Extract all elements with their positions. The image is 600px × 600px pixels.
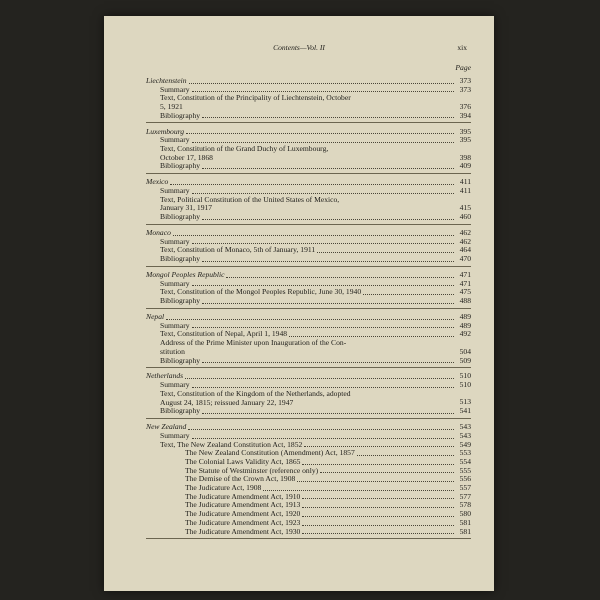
- toc-entry-text: Bibliography: [160, 296, 201, 306]
- dot-leader: [202, 413, 454, 414]
- toc-entry-text: Summary: [160, 185, 190, 195]
- country-name: Liechtenstein: [146, 75, 187, 85]
- section-divider: [146, 367, 471, 368]
- toc-entry-text: Summary: [160, 278, 190, 288]
- toc-subentry-text: The Judicature Amendment Act, 1920: [185, 509, 301, 519]
- toc-subentry-text: The New Zealand Constitution (Amendment) Act, 1857: [185, 448, 355, 458]
- toc-entry-page: 411: [459, 185, 471, 195]
- dot-leader: [166, 319, 454, 320]
- toc-subentry-text: The Statute of Westminster (reference only): [185, 465, 319, 475]
- section-divider: [146, 122, 471, 123]
- dot-leader: [202, 362, 454, 363]
- toc-entry-multiline: [146, 196, 471, 213]
- toc-entry-page: 471: [459, 278, 471, 288]
- toc-entry-text: [160, 145, 456, 162]
- dot-leader: [289, 336, 454, 337]
- dot-leader: [302, 507, 454, 508]
- toc-subentry-page: 554: [459, 456, 471, 466]
- toc-entry-page: 510: [459, 380, 471, 390]
- section-divider: [146, 224, 471, 225]
- dot-leader: [263, 490, 454, 491]
- toc-entry-page: 513: [459, 397, 471, 407]
- country-page: 411: [459, 177, 471, 187]
- toc-subentry: [146, 528, 471, 537]
- toc-entry-text: Summary: [160, 236, 190, 246]
- toc-section: [146, 229, 471, 267]
- toc-entry-page: 415: [459, 203, 471, 213]
- book-page: [104, 16, 494, 591]
- toc-subentry-page: 581: [459, 517, 471, 527]
- toc-section: [146, 128, 471, 175]
- toc-entry-lastline: [160, 152, 456, 163]
- toc-entry-text: Text, Constitution of Monaco, 5th of January, 1911: [160, 245, 316, 255]
- toc-entry-line: stitution: [160, 346, 185, 356]
- toc-entry-text: Bibliography: [160, 161, 201, 171]
- page-column-label: Page: [455, 63, 471, 72]
- dot-leader: [363, 294, 454, 295]
- toc-entry-text: [160, 94, 456, 111]
- country-heading: [146, 77, 471, 86]
- country-heading: [146, 229, 471, 238]
- country-name: Nepal: [146, 311, 165, 321]
- toc-entry-page: 376: [459, 101, 471, 111]
- country-heading: [146, 372, 471, 381]
- toc-entry-page: 460: [459, 212, 471, 222]
- toc-entry-line: August 24, 1815; reissued January 22, 1947: [160, 397, 294, 407]
- toc-entry-multiline: [146, 339, 471, 356]
- toc-entry-lastline: [160, 101, 456, 112]
- toc-entry-page: 504: [459, 346, 471, 356]
- toc-subentry-text: The Demise of the Crown Act, 1908: [185, 474, 296, 484]
- toc-subentry-text: The Judicature Amendment Act, 1913: [185, 500, 301, 510]
- dot-leader: [192, 387, 454, 388]
- toc-subentry-page: 555: [459, 465, 471, 475]
- toc-entry-multiline: [146, 94, 471, 111]
- toc-entry: [146, 213, 471, 222]
- toc-entry-page: 543: [459, 430, 471, 440]
- toc-entry-line: Text, Political Constitution of the United States of Mexico,: [160, 194, 340, 204]
- toc-entry-page: 549: [459, 439, 471, 449]
- dot-leader: [302, 516, 454, 517]
- dot-leader: [297, 481, 454, 482]
- dot-leader: [304, 446, 454, 447]
- toc-entry-line: Text, Constitution of the Principality of Liechtenstein, October: [160, 93, 351, 103]
- dot-leader: [202, 261, 454, 262]
- running-head: [104, 43, 494, 55]
- toc-entry-text: Summary: [160, 84, 190, 94]
- toc-entry-line: 5, 1921: [160, 101, 183, 111]
- toc-entry-page: 464: [459, 245, 471, 255]
- dot-leader: [192, 193, 454, 194]
- toc-subentry-page: 557: [459, 483, 471, 493]
- country-heading: [146, 271, 471, 280]
- toc-entry-line: January 31, 1917: [160, 203, 213, 213]
- country-page: 489: [459, 311, 471, 321]
- toc-entry-line: October 17, 1868: [160, 152, 213, 162]
- toc-entry-text: [160, 196, 456, 213]
- dot-leader: [192, 285, 454, 286]
- toc-entry-line: Text, Constitution of the Kingdom of the Netherlands, adopted: [160, 388, 351, 398]
- dot-leader: [192, 243, 454, 244]
- section-divider: [146, 266, 471, 267]
- dot-leader: [302, 525, 454, 526]
- toc-entry-text: Text, Constitution of the Mongol Peoples Republic, June 30, 1940: [160, 287, 362, 297]
- dot-leader: [189, 83, 455, 84]
- toc-entry-page: 394: [459, 110, 471, 120]
- country-page: 543: [459, 422, 471, 432]
- country-heading: [146, 423, 471, 432]
- dot-leader: [320, 472, 454, 473]
- section-divider: [146, 418, 471, 419]
- toc-section: [146, 423, 471, 539]
- toc-entry: [146, 255, 471, 264]
- running-head-title: Contents—Vol. II: [273, 43, 325, 52]
- country-name: Netherlands: [146, 371, 184, 381]
- toc-subentry-text: The Judicature Act, 1908: [185, 483, 262, 493]
- country-heading: [146, 313, 471, 322]
- toc-entry-text: Summary: [160, 320, 190, 330]
- country-page: 471: [459, 269, 471, 279]
- toc-entry-text: Summary: [160, 380, 190, 390]
- toc-entry-page: 470: [459, 254, 471, 264]
- toc-entry-line: Address of the Prime Minister upon Inauguration of the Con-: [160, 338, 347, 348]
- country-name: Monaco: [146, 227, 171, 237]
- toc-section: [146, 271, 471, 309]
- country-heading: [146, 178, 471, 187]
- toc-subentry-page: 578: [459, 500, 471, 510]
- dot-leader: [357, 455, 454, 456]
- toc-entry: [146, 162, 471, 171]
- toc-entry-lastline: [160, 397, 456, 408]
- section-divider: [146, 538, 471, 539]
- dot-leader: [302, 464, 454, 465]
- toc-entry-page: 509: [459, 355, 471, 365]
- toc-entry-text: Bibliography: [160, 254, 201, 264]
- toc-entry-text: Bibliography: [160, 212, 201, 222]
- toc-subentry-page: 553: [459, 448, 471, 458]
- dot-leader: [226, 277, 454, 278]
- toc-section: [146, 313, 471, 368]
- table-of-contents: [146, 64, 471, 539]
- toc-entry-page: 492: [459, 329, 471, 339]
- country-name: New Zealand: [146, 422, 187, 432]
- toc-entry: [146, 407, 471, 416]
- toc-entry-page: 373: [459, 84, 471, 94]
- dot-leader: [202, 303, 454, 304]
- country-page: 462: [459, 227, 471, 237]
- toc-entry-page: 398: [459, 152, 471, 162]
- dot-leader: [202, 168, 454, 169]
- toc-subentry-page: 580: [459, 509, 471, 519]
- toc-entry: [146, 357, 471, 366]
- toc-entry-lastline: [160, 346, 456, 357]
- dot-leader: [202, 117, 454, 118]
- toc-entry-lastline: [160, 203, 456, 213]
- toc-entry-line: Text, Constitution of the Grand Duchy of Luxembourg,: [160, 143, 329, 153]
- country-page: 510: [459, 371, 471, 381]
- dot-leader: [188, 429, 454, 430]
- dot-leader: [192, 142, 454, 143]
- toc-section: [146, 77, 471, 124]
- toc-entry-text: Bibliography: [160, 110, 201, 120]
- toc-entry-page: 395: [459, 135, 471, 145]
- toc-subentry-page: 577: [459, 491, 471, 501]
- country-name: Mexico: [146, 177, 169, 187]
- toc-section: [146, 178, 471, 225]
- toc-subentry-text: The Judicature Amendment Act, 1910: [185, 491, 301, 501]
- section-divider: [146, 173, 471, 174]
- dot-leader: [302, 533, 454, 534]
- toc-section: [146, 372, 471, 419]
- page-number: xix: [457, 43, 467, 52]
- toc-entry-multiline: [146, 390, 471, 407]
- dot-leader: [302, 498, 454, 499]
- toc-subentry-text: The Colonial Laws Validity Act, 1865: [185, 456, 301, 466]
- toc-entry-text: Text, Constitution of Nepal, April 1, 1948: [160, 329, 288, 339]
- country-name: Luxembourg: [146, 126, 185, 136]
- section-divider: [146, 308, 471, 309]
- toc-entry-page: 462: [459, 236, 471, 246]
- toc-subentry-text: The Judicature Amendment Act, 1923: [185, 517, 301, 527]
- toc-subentry-page: 556: [459, 474, 471, 484]
- dot-leader: [192, 91, 454, 92]
- dot-leader: [185, 378, 454, 379]
- toc-entry-page: 489: [459, 320, 471, 330]
- toc-entry-text: Bibliography: [160, 355, 201, 365]
- country-page: 373: [459, 75, 471, 85]
- dot-leader: [317, 252, 454, 253]
- dot-leader: [202, 219, 454, 220]
- dot-leader: [170, 184, 454, 185]
- toc-entry-text: Summary: [160, 430, 190, 440]
- toc-subentry-text: The Judicature Amendment Act, 1930: [185, 526, 301, 536]
- toc-entry: [146, 297, 471, 306]
- dot-leader: [192, 327, 454, 328]
- country-page: 395: [459, 126, 471, 136]
- toc-entry-page: 488: [459, 296, 471, 306]
- toc-entry-page: 541: [459, 406, 471, 416]
- toc-entry-page: 475: [459, 287, 471, 297]
- dot-leader: [186, 133, 454, 134]
- toc-entry: [146, 112, 471, 121]
- toc-entry-text: Text, The New Zealand Constitution Act, 1852: [160, 439, 303, 449]
- toc-entry-page: 409: [459, 161, 471, 171]
- toc-subentry-page: 581: [459, 526, 471, 536]
- toc-entry-text: Bibliography: [160, 406, 201, 416]
- country-heading: [146, 128, 471, 137]
- toc-entry-text: [160, 390, 456, 407]
- toc-entry-multiline: [146, 145, 471, 162]
- country-name: Mongol Peoples Republic: [146, 269, 225, 279]
- toc-entry-text: [160, 339, 456, 356]
- toc-entry-text: Summary: [160, 135, 190, 145]
- dot-leader: [192, 438, 454, 439]
- dot-leader: [173, 235, 454, 236]
